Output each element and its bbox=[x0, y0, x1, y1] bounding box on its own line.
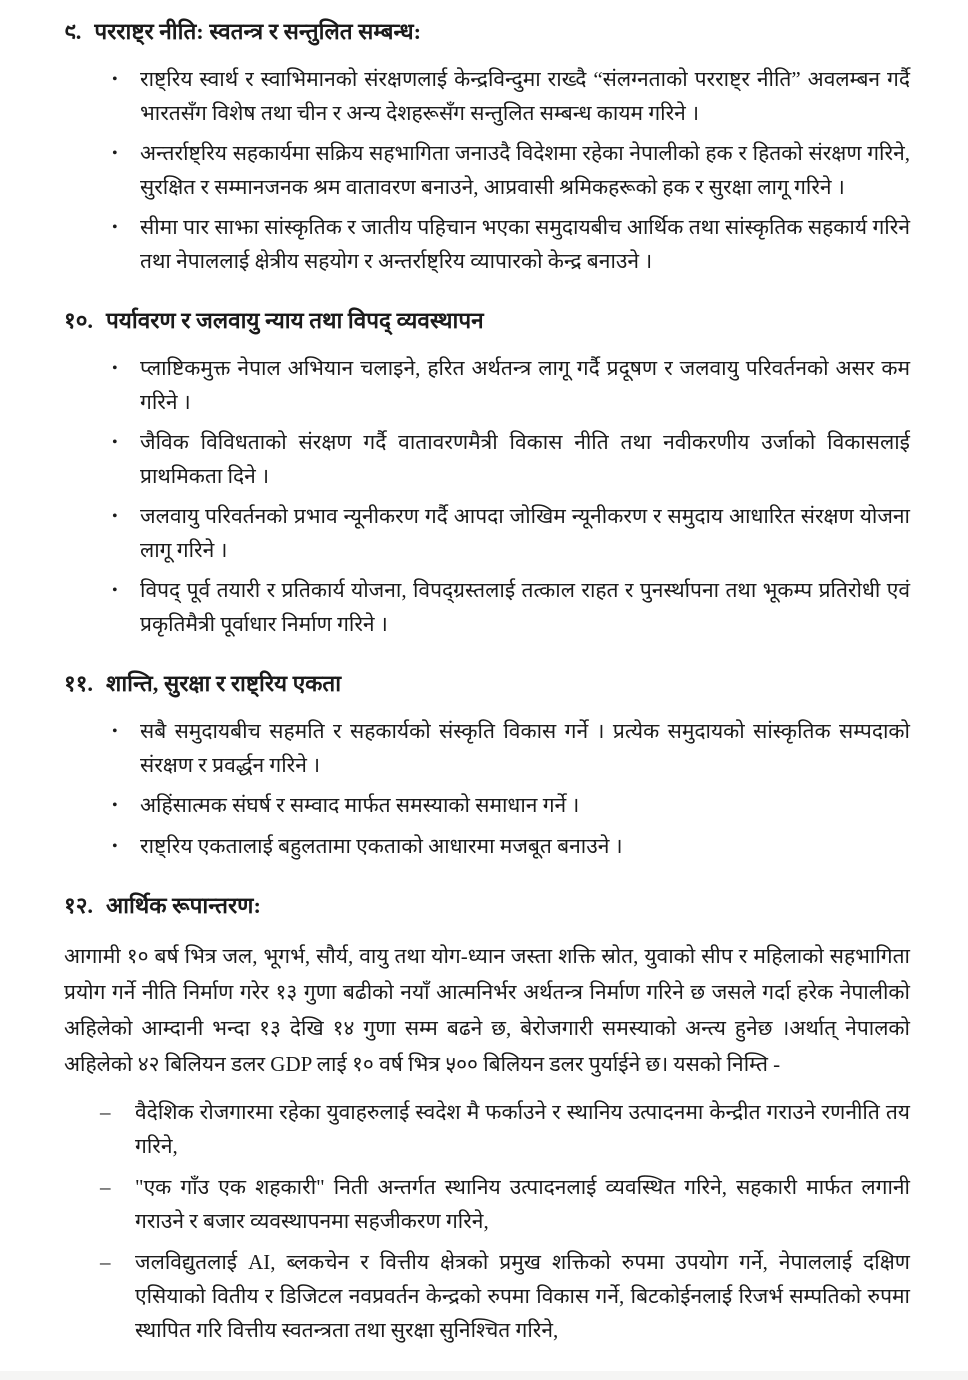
bullet-text: सीमा पार साझा सांस्कृतिक र जातीय पहिचान भएका समुदायबीच आर्थिक तथा सांस्कृतिक सहकार्य गरिने तथा नेपाललाई क्षेत्रीय सहयोग र अन्तर्राष्ट्रिय व्यापारको केन्द्र बनाउने । bbox=[140, 215, 910, 273]
bullet-icon: • bbox=[112, 71, 118, 88]
section-number: १२. bbox=[64, 893, 94, 918]
list-item bbox=[100, 1170, 910, 1238]
dash-icon: – bbox=[100, 1175, 111, 1199]
list-item bbox=[112, 715, 910, 782]
bullet-icon: • bbox=[112, 434, 118, 451]
section-title-text: शान्ति, सुरक्षा र राष्ट्रिय एकता bbox=[106, 671, 342, 696]
list-item bbox=[112, 789, 910, 823]
list-item bbox=[100, 1245, 910, 1347]
bullet-text: जलवायु परिवर्तनको प्रभाव न्यूनीकरण गर्दै आपदा जोखिम न्यूनीकरण र समुदाय आधारित संरक्षण योजना लागू गरिने । bbox=[140, 504, 910, 562]
bullet-text: राष्ट्रिय एकतालाई बहुलतामा एकताको आधारमा मजबूत बनाउने । bbox=[140, 833, 623, 858]
bullet-text: अहिंसात्मक संघर्ष र सम्वाद मार्फत समस्याको समाधान गर्ने । bbox=[140, 793, 580, 817]
list-item bbox=[112, 830, 910, 864]
bullet-text: विपद् पूर्व तयारी र प्रतिकार्य योजना, विपद्ग्रस्तलाई तत्काल राहत र पुनर्स्थापना तथा भूकम्प प्रतिरोधी एवं प्रकृतिमैत्री पूर्वाधार निर्माण गरिने । bbox=[140, 578, 910, 636]
bullet-icon: • bbox=[112, 360, 118, 377]
bullet-list bbox=[64, 715, 910, 863]
section-environment-climate bbox=[64, 305, 910, 641]
list-item bbox=[112, 426, 910, 493]
bullet-text: प्लाष्टिकमुक्त नेपाल अभियान चलाइने, हरित अर्थतन्त्र लागू गर्दै प्रदूषण र जलवायु परिवर्तनको असर कम गरिने । bbox=[140, 356, 910, 414]
bullet-icon: • bbox=[112, 837, 118, 855]
dash-icon: – bbox=[100, 1250, 111, 1274]
section-number: ११. bbox=[64, 671, 94, 696]
bullet-icon: • bbox=[112, 797, 118, 814]
list-item bbox=[112, 574, 910, 641]
section-heading bbox=[64, 305, 910, 337]
dash-item-text: "एक गाँउ एक शहकारी" निती अन्तर्गत स्थानिय उत्पादनलाई व्यवस्थित गरिने, सहकारी मार्फत लगानी गराउने र बजार व्यवस्थापनमा सहजीकरण गरिने, bbox=[135, 1175, 910, 1233]
section-heading bbox=[64, 668, 910, 700]
bullet-icon: • bbox=[112, 508, 118, 525]
section-number: ९. bbox=[64, 19, 82, 44]
bullet-list bbox=[64, 63, 910, 278]
list-item bbox=[112, 352, 910, 419]
list-item bbox=[100, 1095, 910, 1163]
dash-item-text: जलविद्युतलाई AI, ब्लकचेन र वित्तीय क्षेत्रको प्रमुख शक्तिको रुपमा उपयोग गर्ने, नेपाललाई दक्षिण एसियाको वितीय र डिजिटल नवप्रवर्तन केन्द्रको रुपमा विकास गर्ने, बिटकोईनलाई रिजर्भ सम्पतिको रुपमा स्थापित गरि वित्तीय स्वतन्त्रता तथा सुरक्षा सुनिश्चित गरिने, bbox=[135, 1250, 910, 1342]
bullet-icon: • bbox=[112, 145, 118, 162]
section-peace-security bbox=[64, 668, 910, 863]
section-number: १०. bbox=[64, 308, 94, 333]
section-title-text: आर्थिक रूपान्तरण: bbox=[106, 893, 261, 918]
section-foreign-policy bbox=[64, 16, 910, 278]
section-heading bbox=[64, 16, 910, 48]
dash-list bbox=[64, 1095, 910, 1347]
page-bottom-strip bbox=[0, 1371, 968, 1380]
section-title-text: पर्यावरण र जलवायु न्याय तथा विपद् व्यवस्थापन bbox=[106, 308, 484, 333]
bullet-text: सबै समुदायबीच सहमति र सहकार्यको संस्कृति विकास गर्ने । प्रत्येक समुदायको सांस्कृतिक सम्पदाको संरक्षण र प्रवर्द्धन गरिने । bbox=[140, 719, 910, 777]
bullet-text: राष्ट्रिय स्वार्थ र स्वाभिमानको संरक्षणलाई केन्द्रविन्दुमा राख्दै “संलग्नताको परराष्ट्र नीति” अवलम्बन गर्दै भारतसँग विशेष तथा चीन र अन्य देशहरूसँग सन्तुलित सम्बन्ध कायम गरिने । bbox=[140, 67, 910, 125]
bullet-icon: • bbox=[112, 219, 118, 236]
bullet-icon: • bbox=[112, 582, 118, 599]
list-item bbox=[112, 500, 910, 567]
section-heading bbox=[64, 890, 910, 922]
section-title-text: परराष्ट्र नीति: स्वतन्त्र र सन्तुलित सम्बन्ध: bbox=[94, 19, 422, 44]
bullet-list bbox=[64, 352, 910, 641]
section-paragraph: आगामी १० बर्ष भित्र जल, भूगर्भ, सौर्य, वायु तथा योग-ध्यान जस्ता शक्ति स्रोत, युवाको सीप र महिलाको सहभागिता प्रयोग गर्ने नीति निर्माण गरेर १३ गुणा बढीको नयाँ आत्मनिर्भर अर्थतन्त्र निर्माण गरिने छ जसले गर्दा हरेक नेपालीको अहिलेको आम्दानी भन्दा १३ देखि १४ गुणा सम्म बढने छ, बेरोजगारी समस्याको अन्त्य हुनेछ ।अर्थात् नेपालको अहिलेको ४२ बिलियन डलर GDP लाई १० वर्ष भित्र ५०० बिलियन डलर पुर्याईने छ। यसको निम्ति - bbox=[64, 944, 910, 1076]
bullet-text: जैविक विविधताको संरक्षण गर्दै वातावरणमैत्री विकास नीति तथा नवीकरणीय उर्जाको विकासलाई प्राथमिकता दिने । bbox=[140, 430, 910, 488]
list-item bbox=[112, 63, 910, 130]
bullet-icon: • bbox=[112, 723, 118, 740]
list-item bbox=[112, 211, 910, 278]
dash-item-text: वैदेशिक रोजगारमा रहेका युवाहरुलाई स्वदेश मै फर्काउने र स्थानिय उत्पादनमा केन्द्रीत गराउने रणनीति तय गरिने, bbox=[135, 1100, 910, 1158]
list-item bbox=[112, 137, 910, 204]
dash-icon: – bbox=[100, 1100, 111, 1124]
bullet-text: अन्तर्राष्ट्रिय सहकार्यमा सक्रिय सहभागिता जनाउदै विदेशमा रहेका नेपालीको हक र हितको संरक्षण गरिने, सुरक्षित र सम्मानजनक श्रम वातावरण बनाउने, आप्रवासी श्रमिकहरूको हक र सुरक्षा लागू गरिने । bbox=[140, 141, 910, 199]
section-economic-transformation bbox=[64, 890, 910, 1347]
